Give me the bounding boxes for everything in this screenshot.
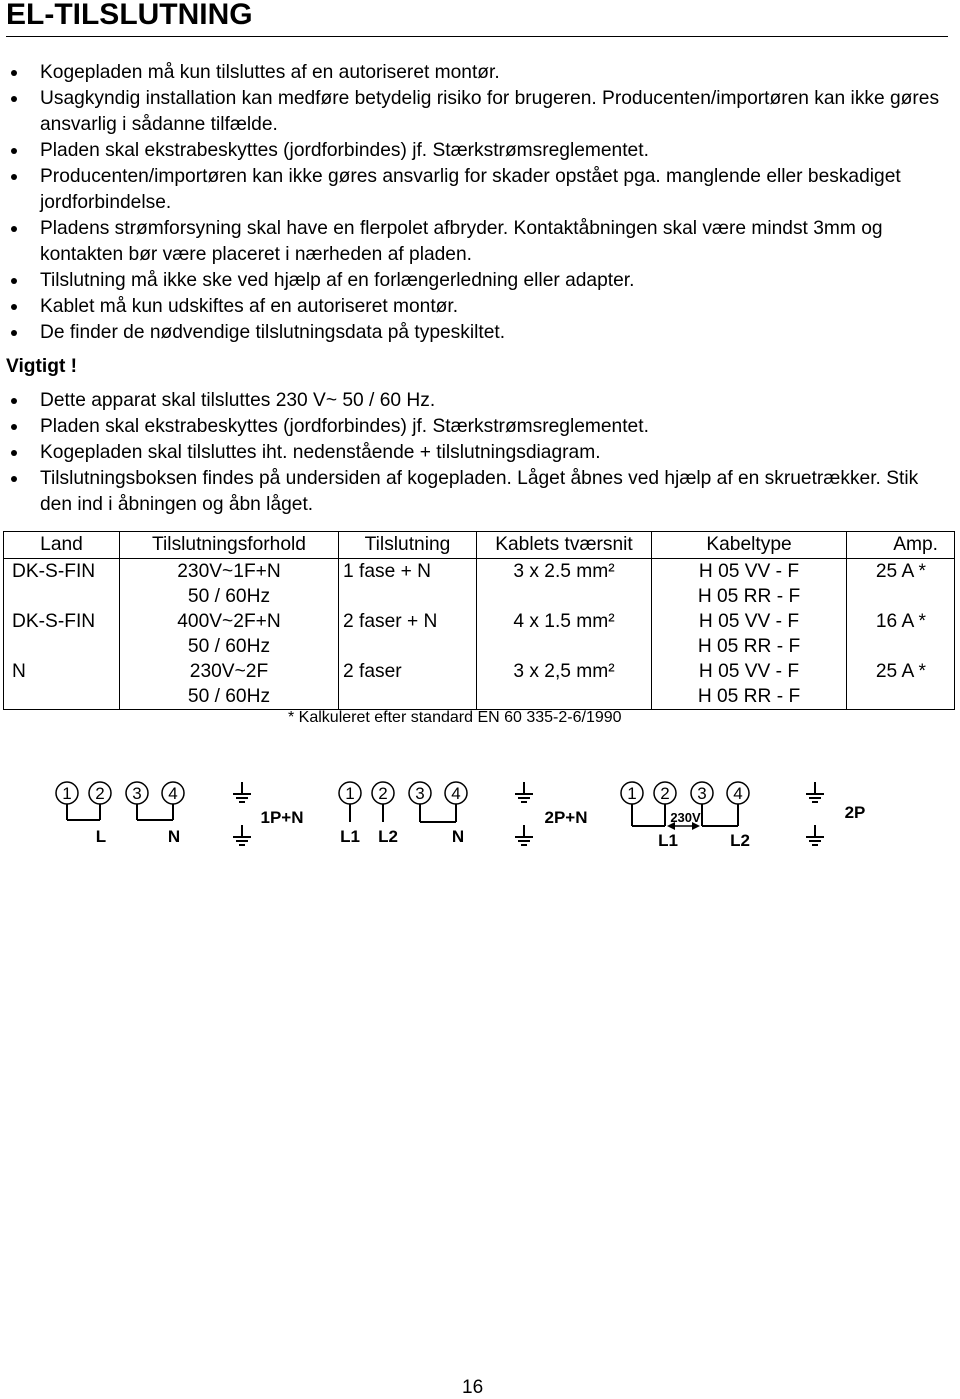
phase-label: L2 (730, 831, 750, 850)
bullet-item (0, 294, 950, 320)
cell-line: 3 x 2,5 mm² (513, 661, 615, 682)
mode-label: 1P+N (260, 808, 304, 827)
bullet-dot-icon (11, 278, 17, 284)
bullet-item (0, 216, 950, 268)
bullet-text: Producenten/importøren kan ikke gøres ansvarlig for skader opstået pga. manglende eller beskadiget jordforbindelse. (40, 166, 901, 213)
cell-line: H 05 RR - F (697, 586, 801, 607)
cell-line: H 05 VV - F (698, 661, 800, 682)
cell-line: 50 / 60Hz (187, 636, 271, 657)
column-header: Amp. (847, 532, 955, 559)
bullet-item (0, 86, 950, 138)
table-cell (120, 559, 339, 610)
mode-label: 2P+N (544, 808, 588, 827)
bullet-dot-icon (11, 304, 17, 310)
bullet-item (0, 60, 950, 86)
cell-line: 1 fase + N (343, 561, 431, 582)
phase-label: L1 (658, 831, 678, 850)
bullet-dot-icon (11, 476, 17, 482)
phase-label: L2 (378, 827, 398, 846)
neutral-label: N (451, 827, 465, 846)
table-cell (120, 659, 339, 710)
neutral-label: N (167, 827, 181, 846)
bullet-text: Tilslutningsboksen findes på undersiden af kogepladen. Låget åbnes ved hjælp af en skruetrækker. Stik den ind i åbningen og åbn låget. (40, 468, 919, 515)
terminal-label: 3 (697, 784, 707, 803)
table-cell (652, 609, 847, 659)
table-cell (652, 659, 847, 710)
table-cell (339, 609, 477, 659)
cell-line: 400V~2F+N (177, 611, 281, 632)
bullet-item (0, 268, 950, 294)
column-header: Tilslutningsforhold (120, 532, 339, 559)
cell-line: 50 / 60Hz (187, 686, 271, 707)
phase-label: L1 (340, 827, 360, 846)
bullet-dot-icon (11, 70, 17, 76)
bullet-text: Kogepladen skal tilsluttes iht. nedenstående + tilslutningsdiagram. (40, 442, 601, 463)
bullet-dot-icon (11, 450, 17, 456)
cell-line: 25 A * (875, 661, 926, 682)
bullet-text: Pladens strømforsyning skal have en flerpolet afbryder. Kontaktåbningen skal være mindst 3mm og kontakten bør være placeret i nærheden af pladen. (40, 218, 883, 265)
table-cell (4, 609, 120, 659)
terminal-label: 1 (62, 784, 72, 803)
terminal-label: 1 (345, 784, 355, 803)
cell-line: H 05 RR - F (697, 636, 801, 657)
column-header: Tilslutning (339, 532, 477, 559)
bullet-text: Dette apparat skal tilsluttes 230 V~ 50 / 60 Hz. (40, 390, 436, 411)
terminal-label: 4 (733, 784, 743, 803)
bullet-dot-icon (11, 96, 17, 102)
terminal-label: 4 (168, 784, 178, 803)
cell-line: 230V~1F+N (177, 561, 281, 582)
cell-line: 230V~2F (189, 661, 269, 682)
cell-line: 2 faser (343, 661, 402, 682)
terminal-label: 3 (132, 784, 142, 803)
bullet-dot-icon (11, 398, 17, 404)
cell-line: 4 x 1.5 mm² (513, 611, 615, 632)
table-cell (120, 609, 339, 659)
cell-line: H 05 VV - F (698, 611, 800, 632)
table-cell (652, 559, 847, 610)
bullet-item (0, 388, 950, 414)
table-cell (477, 609, 652, 659)
voltage-label: 230V (670, 810, 701, 825)
requirements-bullet-list (0, 388, 950, 518)
bullet-item (0, 164, 950, 216)
bullet-text: Usagkyndig installation kan medføre betydelig risiko for brugeren. Producenten/importøren kan ikke gøres ansvarlig i sådanne tilfælde. (40, 88, 940, 135)
page-number: 16 (462, 1377, 484, 1398)
cell-line: DK-S-FIN (12, 611, 96, 632)
terminal-label: 1 (627, 784, 637, 803)
bullet-item (0, 414, 950, 440)
important-heading: Vigtigt ! (6, 356, 78, 377)
table-row (4, 659, 955, 710)
table-cell (4, 559, 120, 610)
table-cell (339, 659, 477, 710)
table-row (4, 609, 955, 659)
bullet-text: Kogepladen må kun tilsluttes af en autoriseret montør. (40, 62, 500, 83)
bullet-text: Pladen skal ekstrabeskyttes (jordforbindes) jf. Stærkstrømsreglementet. (40, 140, 649, 161)
title-divider (6, 36, 948, 37)
bullet-text: Pladen skal ekstrabeskyttes (jordforbindes) jf. Stærkstrømsreglementet. (40, 416, 649, 437)
column-header: Kabeltype (652, 532, 847, 559)
cell-line: 50 / 60Hz (187, 586, 271, 607)
cell-line: H 05 VV - F (698, 561, 800, 582)
bullet-dot-icon (11, 330, 17, 336)
cell-line: 2 faser + N (343, 611, 438, 632)
column-header: Land (4, 532, 120, 559)
cell-line: DK-S-FIN (12, 561, 96, 582)
table-cell (477, 559, 652, 610)
bullet-text: Tilslutning må ikke ske ved hjælp af en forlængerledning eller adapter. (40, 270, 635, 291)
terminal-label: 2 (660, 784, 670, 803)
cell-line: 3 x 2.5 mm² (513, 561, 615, 582)
table-cell (339, 559, 477, 610)
wiring-diagrams (0, 770, 960, 860)
bullet-dot-icon (11, 174, 17, 180)
bullet-item (0, 320, 950, 346)
table-cell (4, 659, 120, 710)
bullet-item (0, 440, 950, 466)
bullet-dot-icon (11, 424, 17, 430)
table-cell (847, 659, 955, 710)
terminal-label: 4 (451, 784, 461, 803)
table-cell (477, 659, 652, 710)
page-title: EL-TILSLUTNING (6, 0, 253, 31)
phase-label: L (95, 827, 107, 846)
bullet-item (0, 466, 950, 518)
terminal-label: 2 (95, 784, 105, 803)
bullet-text: Kablet må kun udskiftes af en autoriseret montør. (40, 296, 459, 317)
table-footnote: * Kalkuleret efter standard EN 60 335-2-6/1990 (288, 709, 622, 726)
cell-line: H 05 RR - F (697, 686, 801, 707)
column-header: Kablets tværsnit (477, 532, 652, 559)
terminal-label: 3 (415, 784, 425, 803)
cell-line: 25 A * (875, 561, 926, 582)
table-cell (847, 559, 955, 610)
bullet-text: De finder de nødvendige tilslutningsdata på typeskiltet. (40, 322, 506, 343)
bullet-item (0, 138, 950, 164)
connection-table (3, 531, 955, 710)
bullet-dot-icon (11, 226, 17, 232)
table-row (4, 559, 955, 610)
mode-label: 2P (844, 803, 866, 822)
terminal-label: 2 (378, 784, 388, 803)
safety-bullet-list (0, 60, 950, 346)
table-cell (847, 609, 955, 659)
bullet-dot-icon (11, 148, 17, 154)
cell-line: 16 A * (875, 611, 926, 632)
table-header-row (4, 532, 955, 559)
cell-line: N (12, 661, 26, 682)
